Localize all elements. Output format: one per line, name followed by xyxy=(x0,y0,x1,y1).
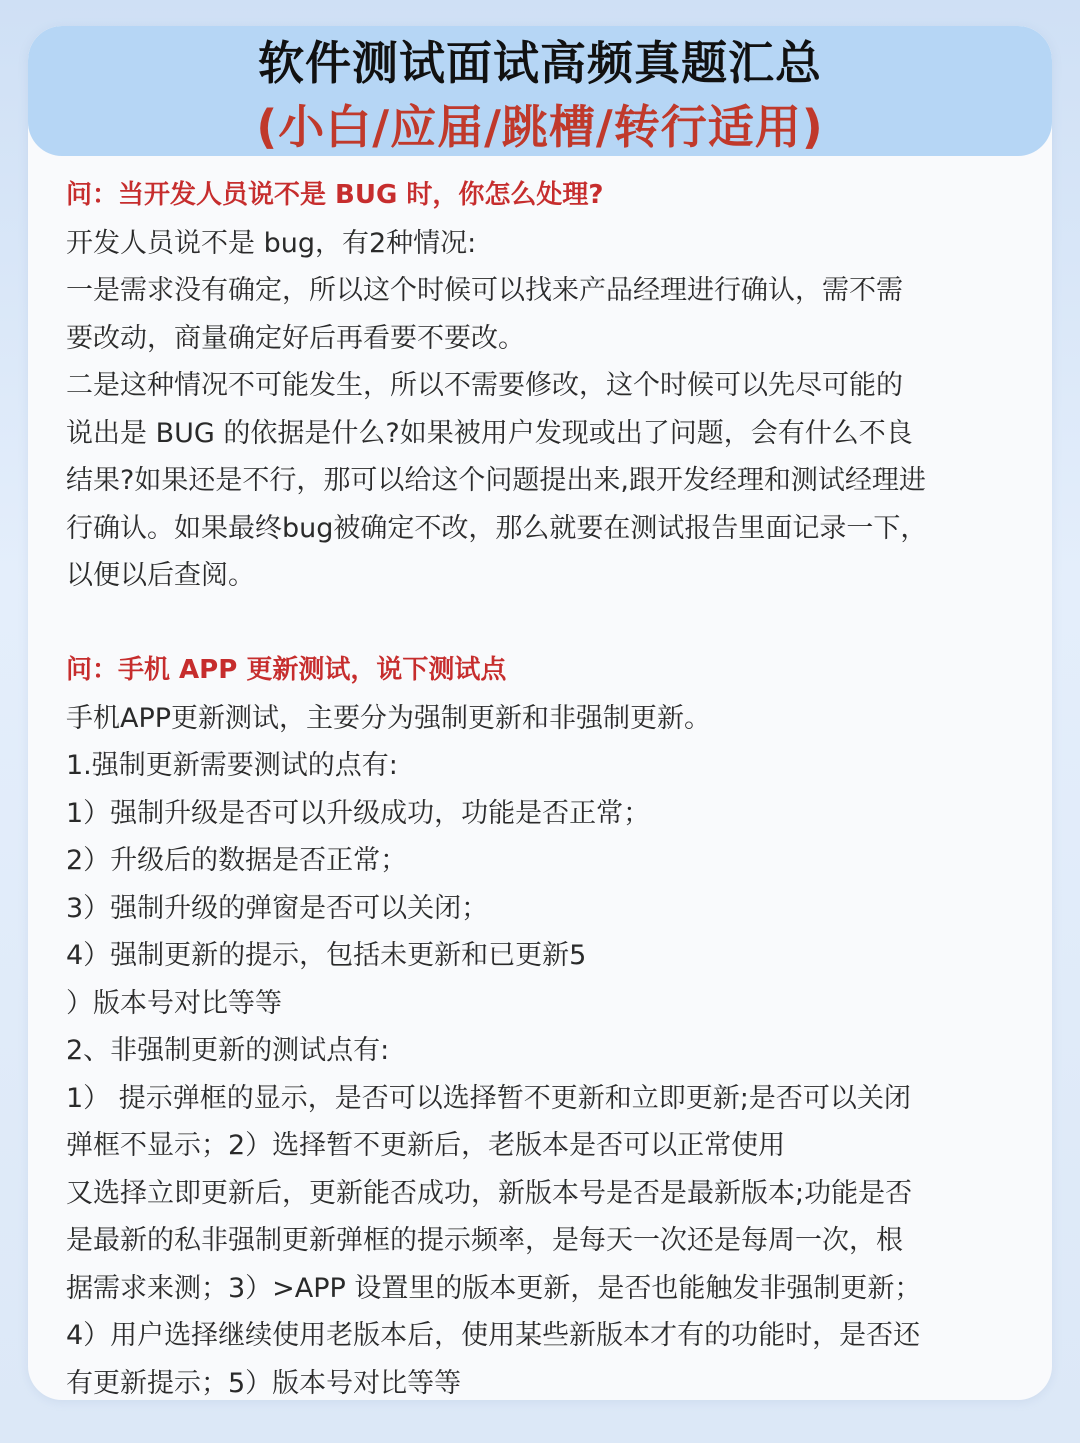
title-banner xyxy=(28,26,1052,156)
answer-line: 行确认。如果最终bug被确定不改，那么就要在测试报告里面记录一下， xyxy=(66,512,928,544)
answer-line: 开发人员说不是 bug，有2种情况: xyxy=(66,227,477,259)
answer-line: 手机APP更新测试，主要分为强制更新和非强制更新。 xyxy=(66,702,712,734)
question-heading: 问：当开发人员说不是 BUG 时，你怎么处理? xyxy=(66,180,604,210)
answer-line: 1.强制更新需要测试的点有: xyxy=(66,750,398,781)
answer-line: 4）用户选择继续使用老版本后，使用某些新版本才有的功能时，是否还 xyxy=(66,1320,921,1351)
answer-line: 二是这种情况不可能发生，所以不需要修改，这个时候可以先尽可能的 xyxy=(66,370,903,401)
content-card xyxy=(28,26,1052,1400)
answer-line: 结果?如果还是不行，那可以给这个问题提出来,跟开发经理和测试经理进 xyxy=(66,465,926,496)
answer-line: 2、非强制更新的测试点有: xyxy=(66,1035,390,1066)
answer-line: 又选择立即更新后，更新能否成功，新版本号是否是最新版本;功能是否 xyxy=(66,1177,913,1209)
answer-line: 1） 提示弹框的显示，是否可以选择暂不更新和立即更新;是否可以关闭 xyxy=(66,1082,911,1114)
answer-line: ）版本号对比等等 xyxy=(66,987,282,1019)
article-body xyxy=(66,172,1016,1400)
answer-line: 据需求来测；3）>APP 设置里的版本更新，是否也能触发非强制更新； xyxy=(66,1272,922,1304)
question-heading: 问：手机 APP 更新测试，说下测试点 xyxy=(66,655,507,685)
answer-line: 3）强制升级的弹窗是否可以关闭； xyxy=(66,892,489,924)
answer-line: 有更新提示；5）版本号对比等等 xyxy=(66,1367,462,1399)
section-spacer xyxy=(66,600,1016,648)
answer-line: 说出是 BUG 的依据是什么?如果被用户发现或出了问题，会有什么不良 xyxy=(66,417,913,449)
page-title: 软件测试面试高频真题汇总 xyxy=(258,36,822,90)
answer-line: 4）强制更新的提示，包括未更新和已更新5 xyxy=(66,940,587,971)
answer-line: 是最新的私非强制更新弹框的提示频率，是每天一次还是每周一次，根 xyxy=(66,1225,903,1256)
answer-line: 1）强制升级是否可以升级成功，功能是否正常； xyxy=(66,797,651,829)
answer-line: 弹框不显示；2）选择暂不更新后，老版本是否可以正常使用 xyxy=(66,1130,786,1161)
answer-line: 2）升级后的数据是否正常； xyxy=(66,845,408,876)
answer-line: 要改动，商量确定好后再看要不要改。 xyxy=(66,322,525,354)
page-subtitle: (小白/应届/跳槽/转行适用) xyxy=(256,100,824,154)
answer-line: 以便以后查阅。 xyxy=(66,560,255,591)
answer-line: 一是需求没有确定，所以这个时候可以找来产品经理进行确认，需不需 xyxy=(66,275,903,306)
